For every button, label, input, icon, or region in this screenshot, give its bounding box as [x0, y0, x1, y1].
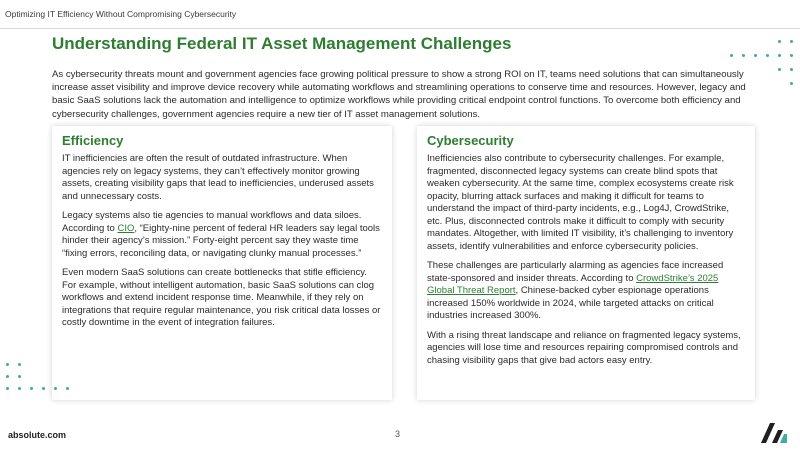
header-divider [0, 28, 800, 29]
cybersecurity-heading: Cybersecurity [427, 133, 514, 148]
cybersecurity-paragraph-3: With a rising threat landscape and reliance on fragmented legacy systems, agencies will lose time and resources repairing compromised controls and chasing visibility gaps that give bad actors easy entry. [427, 329, 741, 366]
cybersecurity-p2-text-before: These challenges are particularly alarming as agencies face increased state-sponsored and insider threats. According to [427, 260, 724, 284]
efficiency-paragraph-3: Even modern SaaS solutions can create bottlenecks that stifle efficiency. For example, without intelligent automation, basic SaaS solutions can clog workflows and extend incident response time. Meanwhile, if they rely on integrations that require regular maintenance, you risk critical data losses or costly downtime in the event of integration failures. [62, 267, 381, 328]
crowdstrike-report-link[interactable]: CrowdStrike’s 2025 Global Threat Report [427, 272, 719, 296]
efficiency-p2-text-after: , “Eighty-nine percent of federal HR leaders say legal tools hinder their agency’s mission.” Forty-eight percent say they waste time “fixing errors, reconciling data, or navigating clunky manual processes.” [62, 222, 380, 259]
cybersecurity-card [417, 126, 755, 400]
cybersecurity-paragraph-2 [427, 260, 745, 323]
efficiency-p2-text-before: Legacy systems also tie agencies to manual workflows and data siloes. According to [62, 210, 362, 234]
page-number: 3 [395, 429, 401, 439]
running-header: Optimizing IT Efficiency Without Compromising Cybersecurity [5, 9, 237, 19]
efficiency-heading: Efficiency [62, 133, 124, 148]
cybersecurity-paragraph-1: Inefficiencies also contribute to cybersecurity challenges. For example, fragmented, disconnected legacy systems can create blind spots that weaken cybersecurity. At the same time, complex ecosystems create risk opacity, blurring attack surfaces and making it difficult for teams to understand the impact of third-party incidents, e.g., Log4J, CrowdStrike, etc. Plus, disconnected controls make it difficult to comply with security mandates. Altogether, with limited IT visibility, it’s challenging to inventory assets, identify vulnerabilities and enforce cybersecurity policies. [427, 153, 734, 252]
page-title: Understanding Federal IT Asset Management Challenges [52, 34, 512, 53]
efficiency-card [52, 126, 392, 400]
intro-paragraph: As cybersecurity threats mount and government agencies face growing political pressure to show a strong ROI on IT, teams need solutions that can simultaneously increase asset visibility and improve device recovery while automating workflows and streamlining operations to conserve time and resources. However, legacy and basic SaaS solutions lack the automation and intelligence to optimize workflows while providing critical endpoint control functions. To overcome both efficiency and cybersecurity challenges, government agencies require a new tier of IT asset management solutions. [52, 69, 746, 120]
absolute-logo-icon [761, 421, 787, 443]
decorative-dots-bottom-left [6, 363, 78, 393]
efficiency-paragraph-1: IT inefficiencies are often the result of outdated infrastructure. When agencies rely on legacy systems, they can’t effectively monitor growing assets, creating visibility gaps that lead to inefficiencies, underused assets and unnecessary costs. [62, 153, 374, 202]
cio-link[interactable]: CIO [117, 222, 135, 234]
cybersecurity-p2-text-after: , Chinese-backed cyber espionage operations increased 150% worldwide in 2024, while targeted attacks on critical industries increased 300%. [427, 285, 714, 321]
efficiency-paragraph-2 [62, 210, 382, 260]
footer-brand[interactable]: absolute.com [8, 430, 67, 440]
